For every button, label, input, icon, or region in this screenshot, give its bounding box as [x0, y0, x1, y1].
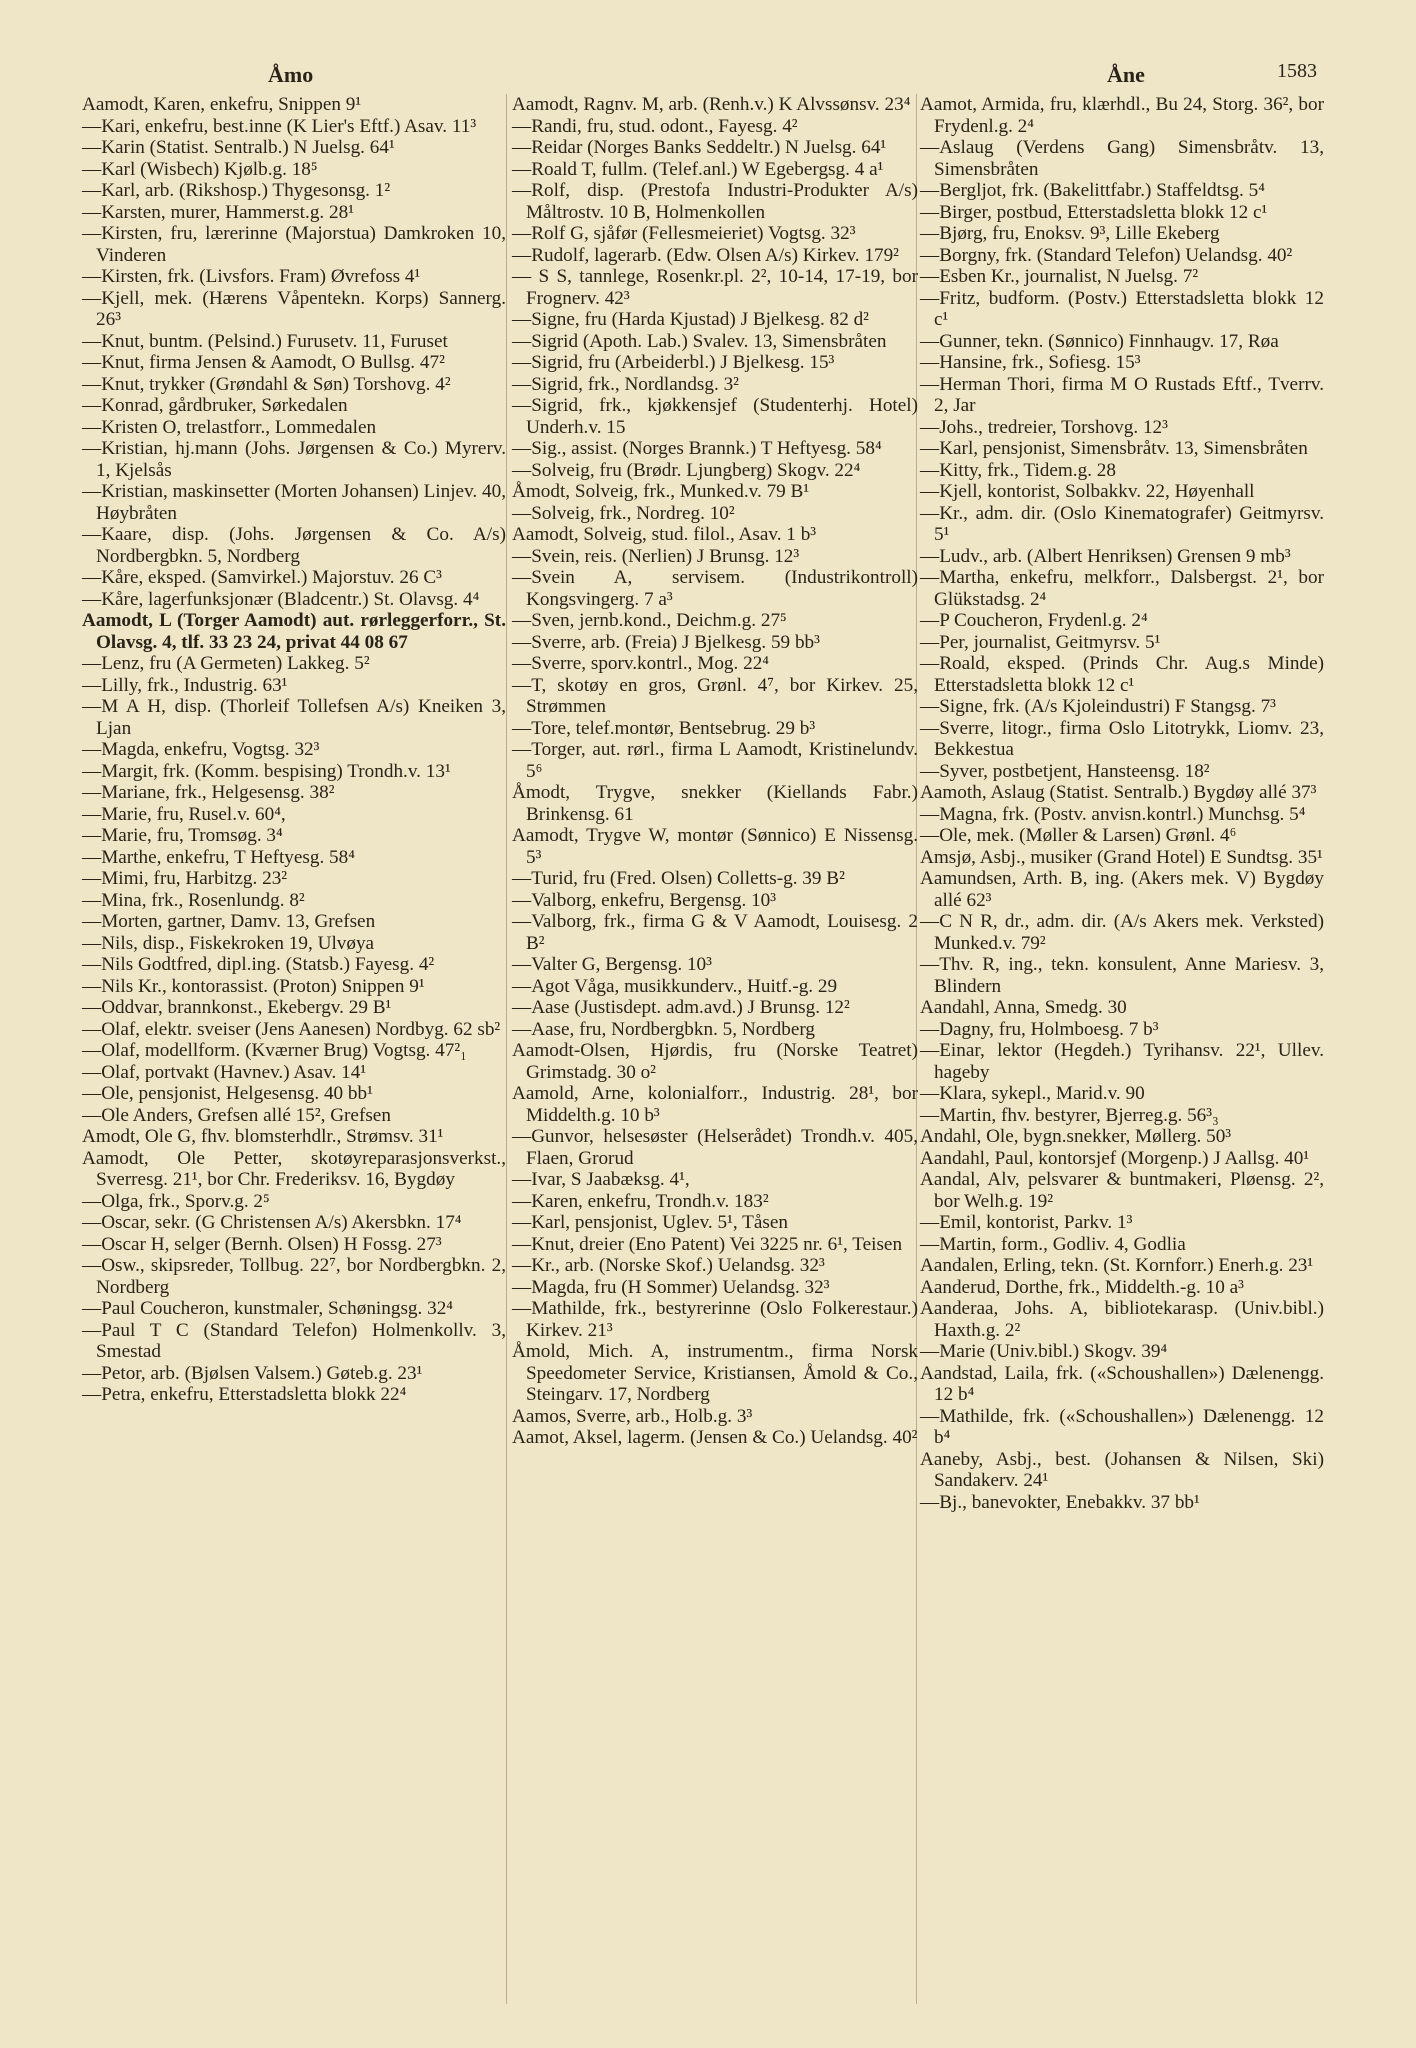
directory-entry: —Kr., arb. (Norske Skof.) Uelandsg. 32³ — [512, 1255, 825, 1276]
directory-entry: —Torger, aut. rørl., firma L Aamodt, Kristinelundv. 5⁶ — [512, 739, 918, 782]
directory-entry: —Syver, postbetjent, Hansteensg. 18² — [920, 760, 1210, 782]
directory-entry: —Konrad, gårdbruker, Sørkedalen — [82, 395, 348, 416]
directory-entry: Aandahl, Paul, kontorsjef (Morgenp.) J Aallsg. 40¹ — [920, 1147, 1310, 1169]
directory-entry: —Ole, pensjonist, Helgesensg. 40 bb¹ — [82, 1083, 373, 1104]
directory-entry: —Aase, fru, Nordbergbkn. 5, Nordberg — [512, 1018, 816, 1040]
directory-entry: —Bergljot, frk. (Bakelittfabr.) Staffeldtsg. 5⁴ — [920, 180, 1265, 201]
directory-entry: —Emil, kontorist, Parkv. 1³ — [920, 1212, 1133, 1233]
directory-entry: —Magda, enkefru, Vogtsg. 32³ — [82, 739, 320, 760]
directory-entry: —Fritz, budform. (Postv.) Etterstadsletta blokk 12 c¹ — [920, 287, 1324, 330]
directory-entry: Åmodt, Solveig, frk., Munked.v. 79 B¹ — [512, 481, 810, 502]
directory-entry: —Paul Coucheron, kunstmaler, Schøningsg. 32⁴ — [82, 1298, 453, 1319]
directory-entry: —Karen, enkefru, Trondh.v. 183² — [512, 1190, 769, 1212]
directory-entry: —Esben Kr., journalist, N Juelsg. 7² — [920, 266, 1199, 287]
directory-entry: Aamoth, Aslaug (Statist. Sentralb.) Bygdøy allé 37³ — [920, 782, 1317, 803]
directory-entry: —Valborg, frk., firma G & V Aamodt, Louisesg. 2 B² — [512, 911, 918, 954]
directory-entry: —Thv. R, ing., tekn. konsulent, Anne Mariesv. 3, Blindern — [920, 954, 1324, 997]
directory-entry: —Ludv., arb. (Albert Henriksen) Grensen 9 mb³ — [920, 545, 1291, 567]
directory-entry: Åmodt, Trygve, snekker (Kiellands Fabr.) Brinkensg. 61 — [512, 782, 918, 825]
directory-entry: —Bj., banevokter, Enebakkv. 37 bb¹ — [920, 1491, 1200, 1513]
directory-entry: —Valborg, enkefru, Bergensg. 10³ — [512, 889, 777, 911]
directory-entry: —Oscar, sekr. (G Christensen A/s) Akersbkn. 17⁴ — [82, 1212, 462, 1233]
directory-entry: —Gunner, tekn. (Sønnico) Finnhaugv. 17, Røa — [920, 330, 1279, 352]
directory-entry: Aamodt, Ole Petter, skotøyreparasjonsverkst., Sverresg. 21¹, bor Chr. Frederiksv. 16, Bygdøy — [82, 1147, 506, 1190]
directory-entry: —Martha, enkefru, melkforr., Dalsbergst. 2¹, bor Glükstadsg. 2⁴ — [920, 567, 1324, 610]
directory-entry: Aamodt, Solveig, stud. filol., Asav. 1 b³ — [512, 524, 817, 545]
directory-entry: —Sigrid, frk., kjøkkensjef (Studenterhj. Hotel) Underh.v. 15 — [512, 395, 918, 438]
directory-entry: —Solveig, fru (Brødr. Ljungberg) Skogv. 22⁴ — [512, 459, 861, 481]
directory-entry: Aanderud, Dorthe, frk., Middelth.-g. 10 a³ — [920, 1276, 1244, 1298]
directory-entry: Aamodt, Trygve W, montør (Sønnico) E Nissensg. 5³ — [512, 825, 918, 868]
directory-entry: —Magna, frk. (Postv. anvisn.kontrl.) Munchsg. 5⁴ — [920, 803, 1306, 825]
directory-entry: —Olaf, portvakt (Havnev.) Asav. 14¹ — [82, 1061, 367, 1083]
directory-entry: Aandal, Alv, pelsvarer & buntmakeri, Pløensg. 2², bor Welh.g. 19² — [920, 1169, 1324, 1212]
directory-entry: —C N R, dr., adm. dir. (A/s Akers mek. Verksted) Munked.v. 79² — [920, 911, 1324, 954]
directory-entry: —Kristian, hj.mann (Johs. Jørgensen & Co.) Myrerv. 1, Kjelsås — [82, 438, 506, 481]
directory-entry: —Sven, jernb.kond., Deichm.g. 27⁵ — [512, 610, 787, 631]
column-1 — [82, 94, 506, 1406]
directory-entry: Aamot, Armida, fru, klærhdl., Bu 24, Storg. 36², bor Frydenl.g. 2⁴ — [920, 94, 1324, 137]
directory-entry: —Reidar (Norges Banks Seddeltr.) N Juelsg. 64¹ — [512, 137, 887, 158]
directory-entry: —Signe, fru (Harda Kjustad) J Bjelkesg. 82 d² — [512, 309, 869, 330]
directory-entry: —Olaf, elektr. sveiser (Jens Aanesen) Nordbyg. 62 sb² — [82, 1018, 501, 1040]
column-2 — [512, 94, 918, 1449]
directory-entry: —Turid, fru (Fred. Olsen) Colletts-g. 39 B² — [512, 868, 845, 889]
directory-entry: —Kaare, disp. (Johs. Jørgensen & Co. A/s) Nordbergbkn. 5, Nordberg — [82, 524, 506, 567]
directory-entry: —Oscar H, selger (Bernh. Olsen) H Fossg. 27³ — [82, 1233, 442, 1255]
directory-entry: —Birger, postbud, Etterstadsletta blokk 12 c¹ — [920, 201, 1268, 223]
directory-entry: —Paul T C (Standard Telefon) Holmenkollv. 3, Smestad — [82, 1319, 506, 1362]
directory-entry: —Mathilde, frk., bestyrerinne (Oslo Folkerestaur.) Kirkev. 21³ — [512, 1298, 918, 1341]
directory-entry: —Per, journalist, Geitmyrsv. 5¹ — [920, 631, 1161, 653]
directory-entry: —Martin, fhv. bestyrer, Bjerreg.g. 56³₃ — [920, 1104, 1219, 1126]
directory-entry: —Mina, frk., Rosenlundg. 8² — [82, 889, 305, 911]
directory-entry: —Kåre, lagerfunksjonær (Bladcentr.) St. Olavsg. 4⁴ — [82, 588, 480, 610]
directory-entry: —Sigrid, frk., Nordlandsg. 3² — [512, 373, 739, 395]
directory-entry: —Sig., assist. (Norges Brannk.) T Heftyesg. 58⁴ — [512, 438, 882, 459]
directory-entry: —Svein A, servisem. (Industrikontroll) Kongsvingerg. 7 a³ — [512, 567, 918, 610]
directory-entry: Aamodt-Olsen, Hjørdis, fru (Norske Teatret) Grimstadg. 30 o² — [512, 1040, 918, 1083]
directory-entry: —Gunvor, helsesøster (Helserådet) Trondh.v. 405, Flaen, Grorud — [512, 1126, 918, 1169]
running-head-right: Åne — [1107, 62, 1145, 87]
directory-entry: —Einar, lektor (Hegdeh.) Tyrihansv. 22¹, Ullev. hageby — [920, 1040, 1324, 1083]
directory-entry: —Rudolf, lagerarb. (Edw. Olsen A/s) Kirkev. 179² — [512, 244, 899, 266]
directory-entry: —Marie (Univ.bibl.) Skogv. 39⁴ — [920, 1341, 1168, 1362]
directory-entry: —Svein, reis. (Nerlien) J Brunsg. 12³ — [512, 545, 800, 567]
directory-entry: Aandahl, Anna, Smedg. 30 — [920, 997, 1127, 1018]
directory-entry: —Kirsten, frk. (Livsfors. Fram) Øvrefoss 4¹ — [82, 266, 421, 287]
directory-entry: Aamodt, Karen, enkefru, Snippen 9¹ — [82, 94, 362, 115]
directory-entry: —Nils, disp., Fiskekroken 19, Ulvøya — [82, 932, 375, 954]
directory-entry: —Karl (Wisbech) Kjølb.g. 18⁵ — [82, 158, 318, 180]
directory-entry: —Oddvar, brannkonst., Ekebergv. 29 B¹ — [82, 997, 392, 1018]
directory-entry: —P Coucheron, Frydenl.g. 2⁴ — [920, 610, 1148, 631]
directory-entry: —Mariane, frk., Helgesensg. 38² — [82, 782, 335, 803]
directory-entry: Andahl, Ole, bygn.snekker, Møllerg. 50³ — [920, 1126, 1232, 1147]
directory-entry: Aamodt, Ragnv. M, arb. (Renh.v.) K Alvssønsv. 23⁴ — [512, 94, 911, 115]
directory-entry: Aandalen, Erling, tekn. (St. Kornforr.) Enerh.g. 23¹ — [920, 1255, 1314, 1276]
directory-entry: —T, skotøy en gros, Grønl. 4⁷, bor Kirkev. 25, Strømmen — [512, 674, 918, 717]
directory-entry: —Knut, dreier (Eno Patent) Vei 3225 nr. 6¹, Teisen — [512, 1233, 903, 1255]
directory-entry: Aanderaa, Johs. A, bibliotekarasp. (Univ.bibl.) Haxth.g. 2² — [920, 1298, 1324, 1341]
directory-entry: Aamodt, L (Torger Aamodt) aut. rørleggerforr., St. Olavsg. 4, tlf. 33 23 24, privat 44 08 67 — [82, 610, 506, 653]
directory-entry: —Ivar, S Jaabæksg. 4¹, — [512, 1169, 690, 1190]
directory-entry: —Petor, arb. (Bjølsen Valsem.) Gøteb.g. 23¹ — [82, 1362, 423, 1384]
directory-entry: —Klara, sykepl., Marid.v. 90 — [920, 1083, 1145, 1104]
directory-entry: —Osw., skipsreder, Tollbug. 22⁷, bor Nordbergbkn. 2, Nordberg — [82, 1255, 506, 1298]
directory-entry: —Kristen O, trelastforr., Lommedalen — [82, 416, 377, 438]
directory-entry: —Mathilde, frk. («Schoushallen») Dælenengg. 12 b⁴ — [920, 1405, 1324, 1448]
directory-entry: —Olaf, modellform. (Kværner Brug) Vogtsg. 47²₁ — [82, 1040, 467, 1061]
directory-entry: Aamundsen, Arth. B, ing. (Akers mek. V) Bygdøy allé 62³ — [920, 868, 1324, 911]
directory-entry: —Sverre, litogr., firma Oslo Litotrykk, Liomv. 23, Bekkestua — [920, 717, 1324, 760]
directory-entry: —Lenz, fru (A Germeten) Lakkeg. 5² — [82, 653, 370, 674]
directory-entry: —Karl, arb. (Rikshosp.) Thygesonsg. 1² — [82, 180, 391, 201]
directory-entry: —Kristian, maskinsetter (Morten Johansen) Linjev. 40, Høybråten — [82, 481, 506, 524]
directory-entry: —Dagny, fru, Holmboesg. 7 b³ — [920, 1018, 1159, 1040]
directory-entry: —Marie, fru, Tromsøg. 3⁴ — [82, 825, 283, 846]
directory-entry: —Herman Thori, firma M O Rustads Eftf., Tverrv. 2, Jar — [920, 373, 1324, 416]
directory-entry: —Lilly, frk., Industrig. 63¹ — [82, 674, 288, 696]
directory-entry: —Marie, fru, Rusel.v. 60⁴, — [82, 803, 286, 825]
directory-entry: Aamos, Sverre, arb., Holb.g. 3³ — [512, 1405, 753, 1427]
directory-entry: —Nils Godtfred, dipl.ing. (Statsb.) Fayesg. 4² — [82, 954, 435, 975]
directory-entry: Amodt, Ole G, fhv. blomsterhdlr., Strømsv. 31¹ — [82, 1126, 444, 1147]
directory-entry: —Magda, fru (H Sommer) Uelandsg. 32³ — [512, 1276, 830, 1298]
directory-entry: —Signe, frk. (A/s Kjoleindustri) F Stangsg. 7³ — [920, 696, 1276, 717]
directory-entry: —Knut, buntm. (Pelsind.) Furusetv. 11, Furuset — [82, 330, 448, 352]
directory-entry: —Knut, firma Jensen & Aamodt, O Bullsg. 47² — [82, 352, 445, 373]
directory-entry: —Mimi, fru, Harbitzg. 23² — [82, 868, 288, 889]
directory-entry: —Roald T, fullm. (Telef.anl.) W Egebergsg. 4 a¹ — [512, 158, 884, 180]
directory-entry: —M A H, disp. (Thorleif Tollefsen A/s) Kneiken 3, Ljan — [82, 696, 506, 739]
directory-entry: —Sverre, arb. (Freia) J Bjelkesg. 59 bb³ — [512, 631, 820, 653]
directory-entry: —Ole, mek. (Møller & Larsen) Grønl. 4⁶ — [920, 825, 1237, 846]
directory-entry: —Karl, pensjonist, Simensbråtv. 13, Simensbråten — [920, 438, 1308, 459]
directory-entry: —Valter G, Bergensg. 10³ — [512, 954, 712, 975]
directory-entry: —Sigrid (Apoth. Lab.) Svalev. 13, Simensbråten — [512, 330, 887, 352]
directory-entry: — S S, tannlege, Rosenkr.pl. 2², 10-14, 17-19, bor Frognerv. 42³ — [512, 266, 918, 309]
directory-entry: —Olga, frk., Sporv.g. 2⁵ — [82, 1190, 270, 1212]
column-3 — [920, 94, 1324, 1513]
directory-entry: —Sverre, sporv.kontrl., Mog. 22⁴ — [512, 653, 769, 674]
directory-entry: —Johs., tredreier, Torshovg. 12³ — [920, 416, 1168, 438]
directory-entry: —Martin, form., Godliv. 4, Godlia — [920, 1233, 1186, 1255]
directory-entry: —Nils Kr., kontorassist. (Proton) Snippen 9¹ — [82, 975, 425, 997]
directory-entry: —Kr., adm. dir. (Oslo Kinematografer) Geitmyrsv. 5¹ — [920, 502, 1324, 545]
directory-entry: Aandstad, Laila, frk. («Schoushallen») Dælenengg. 12 b⁴ — [920, 1362, 1324, 1405]
directory-entry: —Aslaug (Verdens Gang) Simensbråtv. 13, Simensbråten — [920, 137, 1324, 180]
directory-entry: Aamold, Arne, kolonialforr., Industrig. 28¹, bor Middelth.g. 10 b³ — [512, 1083, 918, 1126]
directory-entry: —Margit, frk. (Komm. bespising) Trondh.v. 13¹ — [82, 760, 451, 782]
page-number: 1583 — [1277, 60, 1317, 82]
directory-entry: —Kitty, frk., Tidem.g. 28 — [920, 459, 1116, 481]
directory-entry: —Karsten, murer, Hammerst.g. 28¹ — [82, 201, 354, 223]
directory-entry: —Karin (Statist. Sentralb.) N Juelsg. 64¹ — [82, 137, 395, 158]
directory-entry: —Hansine, frk., Sofiesg. 15³ — [920, 352, 1141, 373]
directory-entry: —Morten, gartner, Damv. 13, Grefsen — [82, 911, 376, 932]
directory-entry: —Knut, trykker (Grøndahl & Søn) Torshovg. 4² — [82, 373, 451, 395]
directory-entry: —Agot Våga, musikkunderv., Huitf.-g. 29 — [512, 975, 838, 997]
directory-entry: —Aase (Justisdept. adm.avd.) J Brunsg. 12² — [512, 997, 850, 1018]
directory-entry: —Rolf, disp. (Prestofa Industri-Produkter A/s) Måltrostv. 10 B, Holmenkollen — [512, 180, 918, 223]
running-head-left: Åmo — [268, 62, 314, 87]
directory-entry: Amsjø, Asbj., musiker (Grand Hotel) E Sundtsg. 35¹ — [920, 846, 1323, 868]
directory-entry: —Petra, enkefru, Etterstadsletta blokk 22⁴ — [82, 1384, 407, 1405]
directory-entry: —Randi, fru, stud. odont., Fayesg. 4² — [512, 115, 798, 137]
directory-entry: —Rolf G, sjåfør (Fellesmeieriet) Vogtsg. 32³ — [512, 223, 856, 244]
directory-entry: —Tore, telef.montør, Bentsebrug. 29 b³ — [512, 717, 816, 739]
directory-entry: —Roald, eksped. (Prinds Chr. Aug.s Minde) Etterstadsletta blokk 12 c¹ — [920, 653, 1324, 696]
directory-entry: —Kjell, mek. (Hærens Våpentekn. Korps) Sannerg. 26³ — [82, 287, 506, 330]
directory-entry: Aaneby, Asbj., best. (Johansen & Nilsen, Ski) Sandakerv. 24¹ — [920, 1448, 1324, 1491]
directory-entry: —Karl, pensjonist, Uglev. 5¹, Tåsen — [512, 1212, 788, 1233]
directory-entry: —Sigrid, fru (Arbeiderbl.) J Bjelkesg. 15³ — [512, 352, 835, 373]
directory-entry: —Kjell, kontorist, Solbakkv. 22, Høyenhall — [920, 481, 1255, 502]
directory-entry: —Kari, enkefru, best.inne (K Lier's Eftf.) Asav. 11³ — [82, 115, 477, 137]
directory-entry: —Borgny, frk. (Standard Telefon) Uelandsg. 40² — [920, 244, 1293, 266]
directory-entry: —Kåre, eksped. (Samvirkel.) Majorstuv. 26 C³ — [82, 567, 442, 588]
directory-entry: —Kirsten, fru, lærerinne (Majorstua) Damkroken 10, Vinderen — [82, 223, 506, 266]
directory-entry: —Solveig, frk., Nordreg. 10² — [512, 502, 735, 524]
directory-entry: Åmold, Mich. A, instrumentm., firma Norsk Speedometer Service, Kristiansen, Åmold & Co., Steingarv. 17, Nordberg — [512, 1341, 918, 1405]
directory-entry: —Bjørg, fru, Enoksv. 9³, Lille Ekeberg — [920, 223, 1220, 244]
directory-entry: —Marthe, enkefru, T Heftyesg. 58⁴ — [82, 846, 355, 868]
directory-entry: Aamot, Aksel, lagerm. (Jensen & Co.) Uelandsg. 40² — [512, 1427, 918, 1448]
column-rule — [506, 94, 507, 2004]
directory-entry: —Ole Anders, Grefsen allé 15², Grefsen — [82, 1104, 391, 1126]
